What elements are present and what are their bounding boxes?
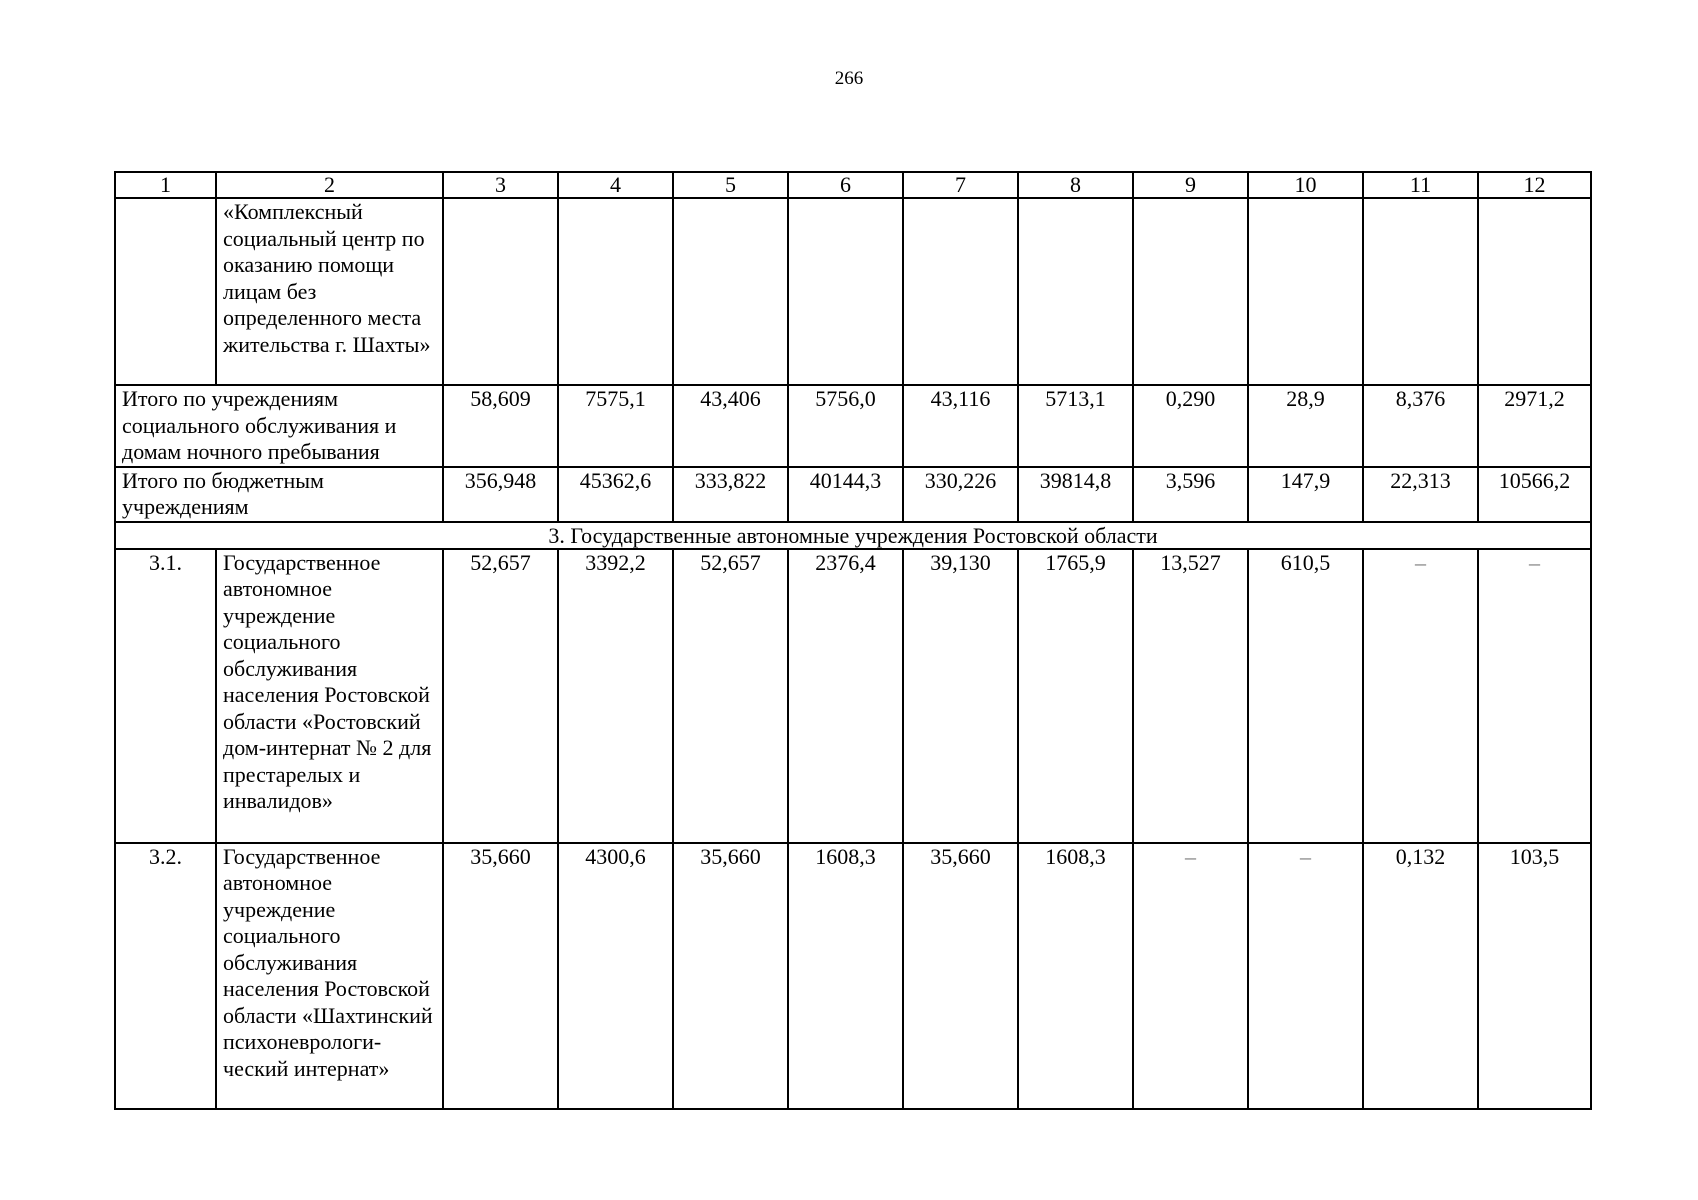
- value-cell: 35,660: [903, 843, 1018, 1109]
- column-number: 10: [1248, 172, 1363, 198]
- value-cell: 3392,2: [558, 549, 673, 843]
- value-cell: 1608,3: [1018, 843, 1133, 1109]
- row-number: 3.2.: [115, 843, 216, 1109]
- value-cell: –: [1133, 843, 1248, 1109]
- value-cell: [673, 198, 788, 385]
- data-table: [114, 171, 1592, 1110]
- value-cell: 7575,1: [558, 385, 673, 467]
- value-cell: 52,657: [673, 549, 788, 843]
- value-cell: 0,132: [1363, 843, 1478, 1109]
- value-cell: 22,313: [1363, 467, 1478, 522]
- value-cell: [788, 198, 903, 385]
- value-cell: 147,9: [1248, 467, 1363, 522]
- value-cell: 43,116: [903, 385, 1018, 467]
- section-title: 3. Государственные автономные учреждения Ростовской области: [115, 522, 1591, 549]
- value-cell: 610,5: [1248, 549, 1363, 843]
- value-cell: [1363, 198, 1478, 385]
- value-cell: 28,9: [1248, 385, 1363, 467]
- value-cell: 0,290: [1133, 385, 1248, 467]
- total-label: Итого по бюджетным учреждениям: [115, 467, 443, 522]
- value-cell: 330,226: [903, 467, 1018, 522]
- value-cell: 8,376: [1363, 385, 1478, 467]
- table-row-section-header: [115, 522, 1591, 549]
- column-number: 4: [558, 172, 673, 198]
- total-label: Итого по учреждениям социального обслуживания и домам ночного пребывания: [115, 385, 443, 467]
- value-cell: 35,660: [443, 843, 558, 1109]
- value-cell: 3,596: [1133, 467, 1248, 522]
- value-cell: 39814,8: [1018, 467, 1133, 522]
- page-number: 266: [834, 68, 864, 89]
- table-row: [115, 843, 1591, 1109]
- value-cell: [1018, 198, 1133, 385]
- value-cell: 13,527: [1133, 549, 1248, 843]
- value-cell: 1765,9: [1018, 549, 1133, 843]
- value-cell: 40144,3: [788, 467, 903, 522]
- value-cell: 39,130: [903, 549, 1018, 843]
- value-cell: 2971,2: [1478, 385, 1591, 467]
- value-cell: –: [1478, 549, 1591, 843]
- value-cell: 1608,3: [788, 843, 903, 1109]
- value-cell: 5756,0: [788, 385, 903, 467]
- column-number: 3: [443, 172, 558, 198]
- value-cell: 10566,2: [1478, 467, 1591, 522]
- value-cell: 4300,6: [558, 843, 673, 1109]
- table-row-continuation: [115, 198, 1591, 385]
- table-row: [115, 549, 1591, 843]
- table-row-total-social: [115, 385, 1591, 467]
- value-cell: 52,657: [443, 549, 558, 843]
- value-cell: 356,948: [443, 467, 558, 522]
- value-cell: 58,609: [443, 385, 558, 467]
- value-cell: 45362,6: [558, 467, 673, 522]
- institution-name: «Комплексный социальный центр по оказанию помощи лицам без определенного места жительства г. Шахты»: [216, 198, 443, 385]
- value-cell: 35,660: [673, 843, 788, 1109]
- column-number: 9: [1133, 172, 1248, 198]
- institution-name: Государственное автономное учреждение социального обслуживания населения Ростовской области «Ростовский дом-интернат № 2 для престарелых и инвалидов»: [216, 549, 443, 843]
- column-number: 11: [1363, 172, 1478, 198]
- column-number: 6: [788, 172, 903, 198]
- value-cell: [443, 198, 558, 385]
- column-number: 5: [673, 172, 788, 198]
- row-number: [115, 198, 216, 385]
- value-cell: –: [1363, 549, 1478, 843]
- value-cell: [1478, 198, 1591, 385]
- value-cell: 2376,4: [788, 549, 903, 843]
- column-number: 2: [216, 172, 443, 198]
- column-number: 12: [1478, 172, 1591, 198]
- value-cell: [558, 198, 673, 385]
- value-cell: 5713,1: [1018, 385, 1133, 467]
- value-cell: [1248, 198, 1363, 385]
- row-number: 3.1.: [115, 549, 216, 843]
- institution-name: Государственное автономное учреждение социального обслуживания населения Ростовской области «Шахтинский психоневрологи-ческий интернат»: [216, 843, 443, 1109]
- value-cell: [1133, 198, 1248, 385]
- column-number-row: [115, 172, 1591, 198]
- value-cell: [903, 198, 1018, 385]
- value-cell: 43,406: [673, 385, 788, 467]
- column-number: 1: [115, 172, 216, 198]
- value-cell: 333,822: [673, 467, 788, 522]
- value-cell: –: [1248, 843, 1363, 1109]
- column-number: 7: [903, 172, 1018, 198]
- table-row-total-budget: [115, 467, 1591, 522]
- column-number: 8: [1018, 172, 1133, 198]
- value-cell: 103,5: [1478, 843, 1591, 1109]
